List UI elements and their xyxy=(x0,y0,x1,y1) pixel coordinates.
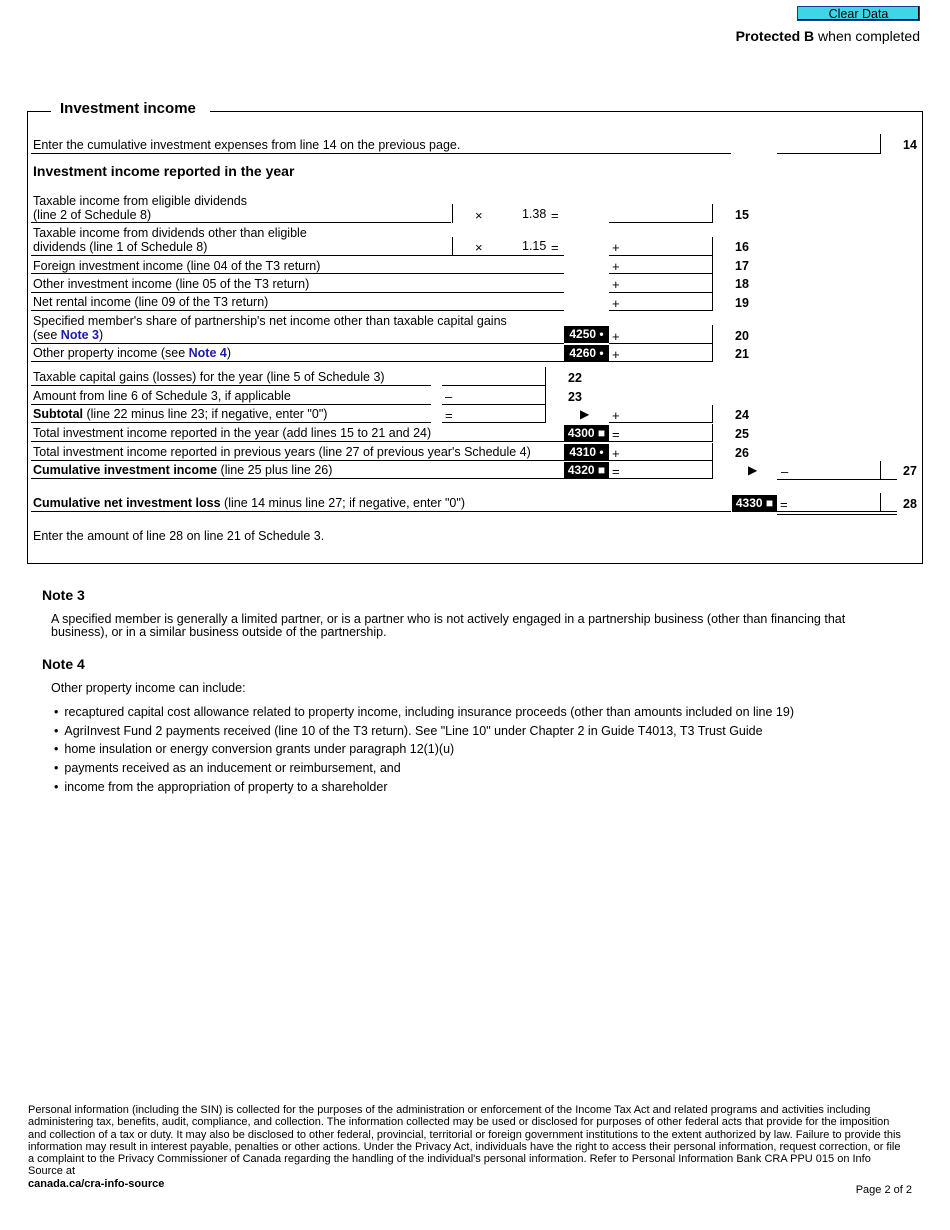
line-14-input-underline xyxy=(777,153,880,154)
line-15-input[interactable] xyxy=(609,208,712,222)
line-28-label xyxy=(33,497,465,510)
line-15-label-b: (line 2 of Schedule 8) xyxy=(33,208,152,222)
line-20-input-underline xyxy=(609,343,712,344)
line-24-sub-divider xyxy=(545,405,546,423)
line-27-minus: – xyxy=(781,464,789,479)
line-17-input-underline xyxy=(609,273,712,274)
line-27-divider xyxy=(880,461,881,480)
line-28-bold: Cumulative net investment loss xyxy=(33,496,221,510)
line-15-equals: = xyxy=(551,208,559,223)
line-23-input[interactable] xyxy=(458,389,545,403)
line-23-minus: – xyxy=(445,389,453,404)
line-18-rule xyxy=(31,292,564,293)
subheading-reported-in-year: Investment income reported in the year xyxy=(33,163,295,179)
line-17-plus: + xyxy=(612,259,620,274)
line-24-subtotal-underline xyxy=(442,422,545,423)
line-27-input[interactable] xyxy=(795,464,880,478)
line-21-close: ) xyxy=(226,346,231,360)
line-24-subtotal-input[interactable] xyxy=(458,408,545,422)
line-19-rule xyxy=(31,310,564,311)
line-16-multiply: × xyxy=(475,240,483,255)
line-27-subtotal-underline xyxy=(609,478,712,479)
line-20-label-a: Specified member's share of partnership's net income other than taxable capital gains xyxy=(33,314,507,328)
note-4-title: Note 4 xyxy=(42,656,85,672)
line-number-23: 23 xyxy=(568,390,582,404)
line-20-rule xyxy=(31,343,564,344)
code-4320: 4320 ■ xyxy=(564,462,609,479)
line-26-input[interactable] xyxy=(625,446,712,460)
line-26-label: Total investment income reported in previous years (line 27 of previous year's Schedule 4) xyxy=(33,445,531,459)
line-number-26: 26 xyxy=(735,446,749,460)
line-15-input-underline xyxy=(609,222,712,223)
line-17-rule xyxy=(31,273,564,274)
line-16-rule xyxy=(31,255,564,256)
line-18-input-underline xyxy=(609,292,712,293)
line-20-see: (see xyxy=(33,328,61,342)
line-27-sub-divider xyxy=(712,461,713,479)
line-21-text: Other property income (see xyxy=(33,346,189,360)
line-27-label xyxy=(33,464,332,477)
line-15-factor: 1.38 xyxy=(522,207,547,221)
line-27-input-underline xyxy=(777,479,897,480)
line-17-input[interactable] xyxy=(625,259,712,273)
line-27-text: (line 25 plus line 26) xyxy=(217,463,333,477)
line-15-rule xyxy=(31,222,451,223)
line-26-plus: + xyxy=(612,446,620,461)
line-20-plus: + xyxy=(612,329,620,344)
note-3-link[interactable]: Note 3 xyxy=(60,328,99,342)
line-16-plus: + xyxy=(612,240,620,255)
line-14-input[interactable] xyxy=(777,139,880,153)
line-25-input[interactable] xyxy=(625,427,712,441)
line-24-subtotal: Subtotal xyxy=(33,407,83,421)
line-21-plus: + xyxy=(612,347,620,362)
line-19-plus: + xyxy=(612,296,620,311)
line-25-equals: = xyxy=(612,427,620,442)
line-24-plus: + xyxy=(612,408,620,423)
code-4300: 4300 ■ xyxy=(564,425,609,442)
line-16-equals: = xyxy=(551,240,559,255)
clear-data-button[interactable]: Clear Data xyxy=(797,6,920,21)
note-3-text: A specified member is generally a limited partner, or is a partner who is not actively engaged in a partnership business (other than financing that business), or in a similar business outside of the partnership. xyxy=(51,612,846,639)
line-20-close: ) xyxy=(99,328,104,342)
line-18-divider xyxy=(712,274,713,293)
code-4330: 4330 ■ xyxy=(732,495,777,512)
note-4-item: • income from the appropriation of property to a shareholder xyxy=(54,780,388,794)
line-16-dividend-input[interactable] xyxy=(453,240,473,254)
line-25-rule xyxy=(31,441,564,442)
line-18-label: Other investment income (line 05 of the T3 return) xyxy=(33,277,310,291)
line-22-rule xyxy=(31,385,431,386)
line-23-rule xyxy=(31,404,431,405)
line-16-input-underline xyxy=(609,255,712,256)
line-16-divider xyxy=(712,237,713,256)
privacy-notice xyxy=(28,1104,908,1190)
protected-b-bold: Protected B xyxy=(735,28,815,44)
line-25-divider xyxy=(712,424,713,442)
line-25-input-underline xyxy=(609,441,712,442)
note-4-link[interactable]: Note 4 xyxy=(188,346,227,360)
line-20-divider xyxy=(712,325,713,344)
line-21-rule xyxy=(31,361,564,362)
line-18-plus: + xyxy=(612,277,620,292)
line-24-divider xyxy=(712,405,713,423)
line-16-factor: 1.15 xyxy=(522,239,547,253)
line-number-22: 22 xyxy=(568,371,582,385)
line-27-equals: = xyxy=(612,464,620,479)
line-22-input[interactable] xyxy=(442,370,545,384)
line-27-bold: Cumulative investment income xyxy=(33,463,218,477)
info-source-link[interactable]: canada.ca/cra-info-source xyxy=(28,1177,165,1190)
line-23-divider xyxy=(545,386,546,405)
line-number-21: 21 xyxy=(735,347,749,361)
line-28-text: (line 14 minus line 27; if negative, enter "0") xyxy=(220,496,465,510)
line-24-input-underline xyxy=(609,422,712,423)
line-20-label-b xyxy=(33,329,103,342)
line-27-rule xyxy=(31,478,564,479)
line-24-rule xyxy=(31,422,431,423)
code-4250: 4250 • xyxy=(564,326,609,343)
line-25-label: Total investment income reported in the year (add lines 15 to 21 and 24) xyxy=(33,426,432,440)
line-26-rule xyxy=(31,460,564,461)
line-number-14: 14 xyxy=(903,138,917,152)
line-28-input-double-underline xyxy=(777,514,897,515)
line-number-28: 28 xyxy=(903,497,917,511)
line-16-label-a: Taxable income from dividends other than eligible xyxy=(33,226,307,240)
line-16-input[interactable] xyxy=(625,240,712,254)
line-14-divider xyxy=(880,134,881,154)
line-16-label-b: dividends (line 1 of Schedule 8) xyxy=(33,240,208,254)
line-number-15: 15 xyxy=(735,208,749,222)
line-22-divider xyxy=(545,367,546,386)
note-4-item: • home insulation or energy conversion grants under paragraph 12(1)(u) xyxy=(54,742,454,756)
note-4-intro: Other property income can include: xyxy=(51,681,246,695)
line-20-input[interactable] xyxy=(625,329,712,343)
line-19-label: Net rental income (line 09 of the T3 return) xyxy=(33,295,269,309)
code-4260: 4260 • xyxy=(564,345,609,362)
line-22-input-underline xyxy=(442,385,545,386)
line-number-19: 19 xyxy=(735,296,749,310)
note-3-title: Note 3 xyxy=(42,587,85,603)
section-border-left xyxy=(27,111,51,112)
line-17-divider xyxy=(712,256,713,274)
line-19-input-underline xyxy=(609,310,712,311)
line-14-rule xyxy=(31,153,731,154)
line-number-17: 17 xyxy=(735,259,749,273)
line-17-label: Foreign investment income (line 04 of the T3 return) xyxy=(33,259,321,273)
line-15-dividend-input[interactable] xyxy=(453,208,473,222)
line-28-instruction: Enter the amount of line 28 on line 21 of Schedule 3. xyxy=(33,529,325,543)
line-23-label: Amount from line 6 of Schedule 3, if applicable xyxy=(33,389,291,403)
line-18-input[interactable] xyxy=(625,277,712,291)
line-28-input-underline xyxy=(777,511,897,512)
line-23-input-underline xyxy=(442,404,545,405)
line-number-25: 25 xyxy=(735,427,749,441)
line-19-input[interactable] xyxy=(625,296,712,310)
line-number-20: 20 xyxy=(735,329,749,343)
line-24-text: (line 22 minus line 23; if negative, enter "0") xyxy=(83,407,328,421)
line-28-divider xyxy=(880,493,881,512)
line-21-input[interactable] xyxy=(625,347,712,361)
line-15-multiply: × xyxy=(475,208,483,223)
line-24-equals: = xyxy=(445,408,453,423)
line-19-divider xyxy=(712,293,713,311)
line-27-arrow-icon: ▶ xyxy=(748,463,758,477)
line-number-18: 18 xyxy=(735,277,749,291)
line-28-equals: = xyxy=(780,497,788,512)
line-21-divider xyxy=(712,344,713,362)
line-26-input-underline xyxy=(609,460,712,461)
line-28-rule xyxy=(31,511,731,512)
line-24-label xyxy=(33,408,327,421)
line-21-label xyxy=(33,347,231,360)
line-28-input[interactable] xyxy=(795,497,880,511)
section-border-right xyxy=(210,111,922,112)
line-15-label-a: Taxable income from eligible dividends xyxy=(33,194,248,208)
line-number-24: 24 xyxy=(735,408,749,422)
note-4-item: • AgriInvest Fund 2 payments received (line 10 of the T3 return). See "Line 10" under Chapter 2 in Guide T4013, T3 Trust Guide xyxy=(54,724,763,738)
note-4-item: • payments received as an inducement or reimbursement, and xyxy=(54,761,401,775)
protected-b-rest: when completed xyxy=(818,28,920,44)
line-number-27: 27 xyxy=(903,464,917,478)
line-number-16: 16 xyxy=(735,240,749,254)
code-4310: 4310 • xyxy=(564,444,609,461)
protected-b-label xyxy=(736,28,920,44)
line-26-divider xyxy=(712,443,713,461)
line-15-divider xyxy=(712,204,713,223)
note-4-item: • recaptured capital cost allowance related to property income, including insurance proceeds (other than amounts included on line 19) xyxy=(54,705,794,719)
page-number: Page 2 of 2 xyxy=(855,1184,912,1196)
line-24-input[interactable] xyxy=(625,408,712,422)
line-14-label: Enter the cumulative investment expenses from line 14 on the previous page. xyxy=(33,138,461,152)
section-title: Investment income xyxy=(60,100,196,117)
line-22-label: Taxable capital gains (losses) for the year (line 5 of Schedule 3) xyxy=(33,370,385,384)
line-21-input-underline xyxy=(609,361,712,362)
privacy-text: Personal information (including the SIN) is collected for the purposes of the administration or enforcement of the Income Tax Act and related programs and activities including administering tax, benefits, audit, compliance, and collection. The information collected may be used or disclosed for purposes of other federal acts that provide for the imposition and collection of a tax or duty. It may also be disclosed to other federal, provincial, territorial or foreign government institutions to the extent authorized by law. Failure to provide this information may result in interest payable, penalties or other actions. Under the Privacy Act, individuals have the right to access their personal information, request correction, or file a complaint to the Privacy Commissioner of Canada regarding the handling of the individual's personal information. Refer to Personal Information Bank CRA PPU 015 on Info Source at xyxy=(28,1104,901,1178)
line-27-subtotal-input[interactable] xyxy=(625,464,712,478)
line-24-arrow-icon: ▶ xyxy=(580,407,590,421)
